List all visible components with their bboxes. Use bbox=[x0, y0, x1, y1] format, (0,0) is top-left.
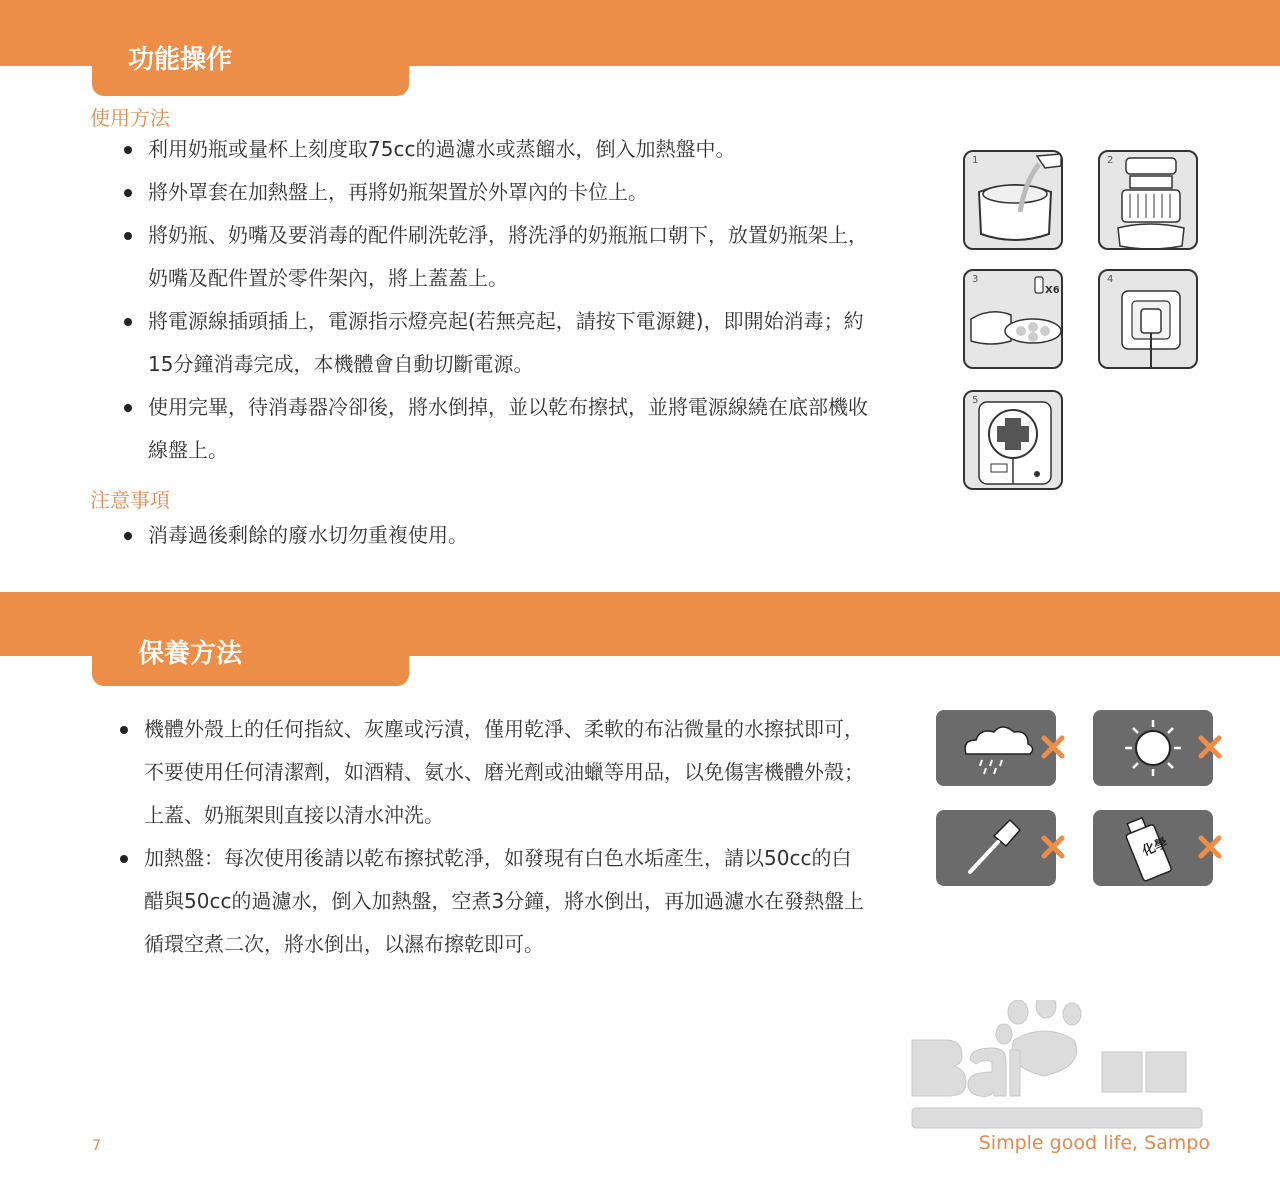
step-number: 2 bbox=[1107, 155, 1114, 166]
screwdriver-icon bbox=[936, 810, 1076, 886]
warning-no-sun bbox=[1093, 710, 1213, 786]
step-number: 4 bbox=[1107, 274, 1114, 285]
step-3-illustration bbox=[963, 269, 1063, 369]
step-4-illustration bbox=[1098, 269, 1198, 369]
list-item: 使用完畢，待消毒器冷卻後，將水倒掉，並以乾布擦拭，並將電源線繞在底部機收線盤上。 bbox=[120, 386, 870, 472]
warning-no-rain bbox=[936, 710, 1056, 786]
assemble-cover-icon bbox=[1100, 152, 1198, 250]
step-1-illustration bbox=[963, 150, 1063, 250]
usage-heading: 使用方法 bbox=[90, 106, 170, 130]
list-item: 將外罩套在加熱盤上，再將奶瓶架置於外罩內的卡位上。 bbox=[120, 171, 870, 214]
sun-icon bbox=[1093, 710, 1233, 786]
pour-water-icon bbox=[965, 152, 1063, 250]
section-title-operation: 功能操作 bbox=[92, 30, 409, 96]
list-item: 消毒過後剩餘的廢水切勿重複使用。 bbox=[120, 514, 870, 557]
step-5-illustration bbox=[963, 390, 1063, 490]
section-title-maintenance: 保養方法 bbox=[92, 620, 409, 686]
cord-storage-icon bbox=[965, 392, 1063, 490]
list-item: 將奶瓶、奶嘴及要消毒的配件刷洗乾淨，將洗淨的奶瓶瓶口朝下，放置奶瓶架上，奶嘴及配件置於零件架內，將上蓋蓋上。 bbox=[120, 214, 870, 300]
list-item: 機體外殼上的任何指紋、灰塵或污漬，僅用乾淨、柔軟的布沾微量的水擦拭即可，不要使用任何清潔劑，如酒精、氨水、磨光劑或油蠟等用品，以免傷害機體外殼；上蓋、奶瓶架則直接以清水沖洗。 bbox=[116, 708, 866, 837]
step-number: 3 bbox=[972, 274, 979, 285]
baidu-watermark bbox=[906, 1000, 1206, 1140]
warning-no-tools bbox=[936, 810, 1056, 886]
maintenance-list bbox=[116, 708, 866, 966]
list-item: 將電源線插頭插上，電源指示燈亮起(若無亮起，請按下電源鍵)，即開始消毒；約15分鐘消毒完成，本機體會自動切斷電源。 bbox=[120, 300, 870, 386]
rain-cloud-icon bbox=[936, 710, 1076, 786]
chemical-label: 化學 bbox=[1140, 835, 1171, 860]
brand-slogan: Simple good life, Sampo bbox=[978, 1132, 1210, 1154]
step-number: 1 bbox=[972, 155, 979, 166]
step-2-illustration bbox=[1098, 150, 1198, 250]
list-item: 加熱盤：每次使用後請以乾布擦拭乾淨，如發現有白色水垢產生，請以50cc的白醋與50cc的過濾水，倒入加熱盤，空煮3分鐘，將水倒出，再加過濾水在發熱盤上循環空煮二次，將水倒出，以濕布擦乾即可。 bbox=[116, 837, 866, 966]
chemical-icon bbox=[1093, 810, 1233, 886]
power-plug-icon bbox=[1100, 271, 1198, 369]
bottle-count-badge: X6 bbox=[1045, 285, 1060, 296]
step-number: 5 bbox=[972, 395, 979, 406]
notes-list bbox=[120, 514, 870, 557]
notes-heading: 注意事項 bbox=[90, 488, 170, 512]
page-number: 7 bbox=[92, 1138, 101, 1154]
usage-list bbox=[120, 128, 870, 472]
list-item: 利用奶瓶或量杯上刻度取75cc的過濾水或蒸餾水，倒入加熱盤中。 bbox=[120, 128, 870, 171]
warning-no-chemicals bbox=[1093, 810, 1213, 886]
bottle-rack-icon bbox=[965, 271, 1063, 369]
